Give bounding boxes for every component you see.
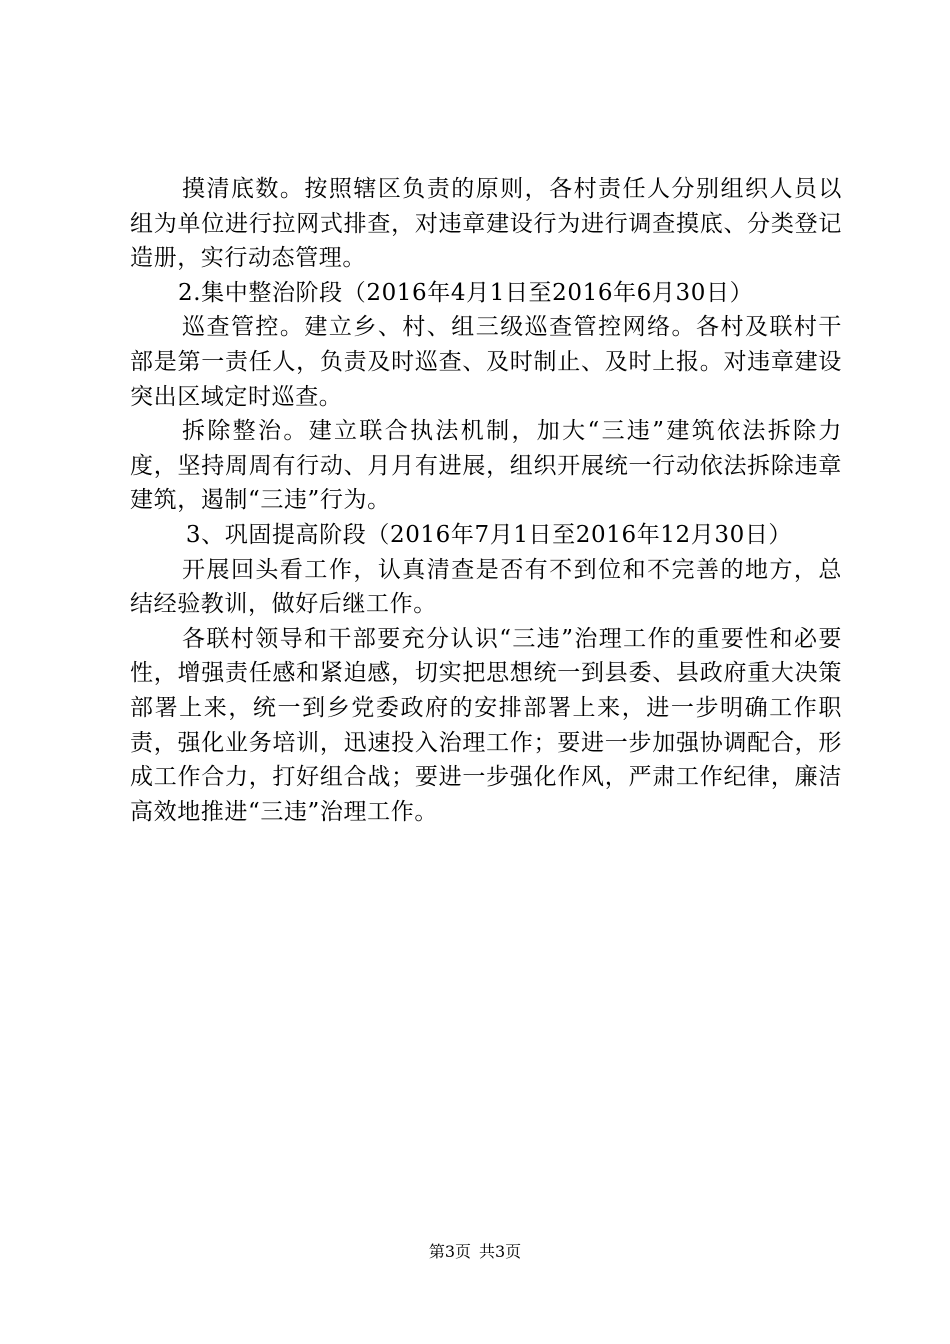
paragraph-demolition: 拆除整治。建立联合执法机制，加大“三违”建筑依法拆除力度，坚持周周有行动、月月有进展，组织开展统一行动依法拆除违章建筑，遏制“三违”行为。 [130, 418, 842, 514]
page-number-total: 共3页 [479, 1242, 522, 1261]
paragraph-review: 开展回头看工作，认真清查是否有不到位和不完善的地方，总结经验教训，做好后继工作。 [130, 556, 842, 618]
document-body [130, 172, 842, 829]
page-footer [0, 1242, 950, 1262]
paragraph-requirements: 各联村领导和干部要充分认识“三违”治理工作的重要性和必要性，增强责任感和紧迫感，切实把思想统一到县委、县政府重大决策部署上来，统一到乡党委政府的安排部署上来，进一步明确工作职责，强化业务培训，迅速投入治理工作；要进一步加强协调配合，形成工作合力，打好组合战；要进一步强化作风，严肃工作纪律，廉洁高效地推进“三违”治理工作。 [130, 625, 842, 825]
section-heading-consolidation: 3、巩固提高阶段（2016年7月1日至2016年12月30日） [178, 521, 793, 548]
paragraph-investigation: 摸清底数。按照辖区负责的原则，各村责任人分别组织人员以组为单位进行拉网式排查，对违章建设行为进行调查摸底、分类登记造册，实行动态管理。 [130, 176, 842, 272]
section-heading-centralized-rectification: 2.集中整治阶段（2016年4月1日至2016年6月30日） [178, 279, 754, 306]
paragraph-patrol-control: 巡查管控。建立乡、村、组三级巡查管控网络。各村及联村干部是第一责任人，负责及时巡查、及时制止、及时上报。对违章建设突出区域定时巡查。 [130, 314, 842, 410]
page-number-current: 第3页 [428, 1242, 471, 1261]
